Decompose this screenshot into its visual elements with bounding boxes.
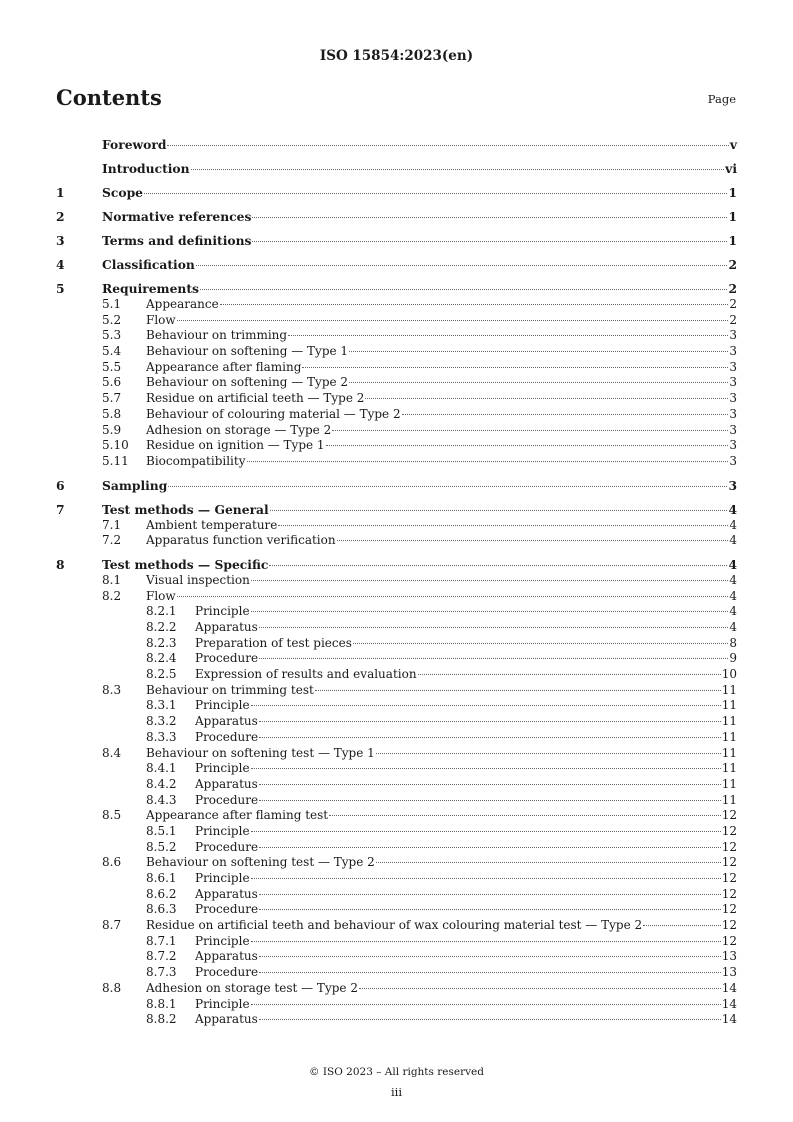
toc-entry-number: 8.8.2 <box>146 1012 177 1027</box>
toc-entry[interactable] <box>56 391 737 407</box>
toc-entry[interactable] <box>56 281 737 297</box>
dot-leader <box>168 486 727 487</box>
toc-entry-page: 11 <box>721 714 737 729</box>
dot-leader <box>288 335 728 336</box>
toc-entry-page: 11 <box>721 698 737 713</box>
toc-entry-title: Expression of results and evaluation <box>195 667 417 682</box>
toc-entry[interactable] <box>56 257 737 273</box>
toc-entry-title: Test methods — General <box>102 501 269 517</box>
toc-entry-page: 2 <box>728 257 737 272</box>
dot-leader <box>177 596 729 597</box>
toc-entry-page: 3 <box>728 477 737 493</box>
toc-entry-number: 5.6 <box>102 375 122 390</box>
toc-entry-page: 12 <box>721 855 737 870</box>
toc-entry-page: 3 <box>729 375 737 390</box>
toc-entry-page: 13 <box>721 965 737 980</box>
toc-entry[interactable] <box>56 949 737 965</box>
toc-entry-page: 12 <box>721 918 737 933</box>
dot-leader <box>376 753 721 754</box>
toc-entry-title: Procedure <box>195 729 259 744</box>
toc-entry[interactable] <box>56 855 737 871</box>
toc-entry-number: 8.7.2 <box>146 949 177 964</box>
toc-entry-page: 12 <box>721 886 737 901</box>
toc-entry-title: Adhesion on storage — Type 2 <box>146 422 332 437</box>
toc-entry[interactable] <box>56 502 737 518</box>
toc-entry-page: 4 <box>729 533 737 548</box>
toc-entry-title: Behaviour on softening test — Type 1 <box>146 745 375 760</box>
toc-entry-title: Behaviour of colouring material — Type 2 <box>146 406 401 421</box>
toc-entry-page: 3 <box>729 344 737 359</box>
dot-leader <box>270 510 728 511</box>
toc-entry-title: Principle <box>195 698 250 713</box>
toc-entry-page: 1 <box>728 233 737 248</box>
toc-entry-number: 8.2.5 <box>146 667 177 682</box>
toc-entry-title: Scope <box>102 185 143 200</box>
toc-entry[interactable] <box>56 840 737 856</box>
dot-leader <box>259 847 721 848</box>
toc-entry-number: 5.3 <box>102 328 122 343</box>
toc-entry[interactable] <box>56 777 737 793</box>
toc-entry[interactable] <box>56 746 737 762</box>
toc-entry[interactable] <box>56 667 737 683</box>
dot-leader <box>349 351 728 352</box>
toc-entry-title: Behaviour on trimming <box>146 328 288 343</box>
toc-entry[interactable] <box>56 454 737 470</box>
toc-entry-title: Terms and definitions <box>102 233 252 248</box>
toc-entry-page: 9 <box>729 651 737 666</box>
toc-entry-page: 4 <box>729 572 737 587</box>
toc-entry-number: 8.3.2 <box>146 714 177 729</box>
toc-entry[interactable] <box>56 636 737 652</box>
toc-entry-number: 3 <box>56 233 65 248</box>
toc-entry-page: 2 <box>728 281 737 296</box>
toc-entry-title: Principle <box>195 933 250 948</box>
dot-leader <box>326 445 729 446</box>
toc-entry-page: 11 <box>721 729 737 744</box>
toc-entry-number: 8.4 <box>102 745 122 760</box>
toc-entry-number: 7.2 <box>102 533 122 548</box>
toc-entry-number: 8.5 <box>102 808 122 823</box>
toc-entry-number: 5.10 <box>102 438 129 453</box>
dot-leader <box>329 815 721 816</box>
toc-entry-title: Introduction <box>102 161 190 176</box>
dot-leader <box>259 784 721 785</box>
toc-entry[interactable] <box>56 887 737 903</box>
toc-entry[interactable] <box>56 589 737 605</box>
toc-entry-number: 8 <box>56 556 65 572</box>
dot-leader <box>402 414 729 415</box>
toc-entry-page: 11 <box>721 792 737 807</box>
dot-leader <box>252 241 727 242</box>
toc-entry[interactable] <box>56 233 737 249</box>
toc-entry-page: 3 <box>729 328 737 343</box>
toc-entry-page: 11 <box>721 682 737 697</box>
toc-entry-page: 1 <box>728 185 737 200</box>
dot-leader <box>251 831 721 832</box>
toc-entry-number: 5.9 <box>102 422 122 437</box>
dot-leader <box>177 320 729 321</box>
toc-entry-number: 8.4.2 <box>146 776 177 791</box>
dot-leader <box>418 674 721 675</box>
dot-leader <box>259 721 721 722</box>
toc-entry-page: 14 <box>721 1012 737 1027</box>
toc-entry-title: Adhesion on storage test — Type 2 <box>146 980 358 995</box>
toc-entry-page: 2 <box>729 312 737 327</box>
dot-leader <box>259 894 721 895</box>
toc-entry[interactable] <box>56 981 737 997</box>
toc-entry-number: 8.5.2 <box>146 839 177 854</box>
dot-leader <box>349 382 728 383</box>
toc-entry[interactable] <box>56 730 737 746</box>
toc-entry[interactable] <box>56 313 737 329</box>
toc-entry-number: 8.6.1 <box>146 871 177 885</box>
toc-entry-number: 7 <box>56 501 65 517</box>
toc-entry-number: 8.2.1 <box>146 604 177 619</box>
toc-entry[interactable] <box>56 438 737 454</box>
toc-entry-number: 5 <box>56 281 65 296</box>
toc-entry-title: Preparation of test pieces <box>195 635 352 650</box>
toc-entry-title: Foreword <box>102 137 167 152</box>
toc-entry-page: 4 <box>728 501 737 517</box>
toc-entry-number: 8.7.3 <box>146 965 177 980</box>
toc-entry-page: 3 <box>729 391 737 406</box>
toc-entry-number: 5.4 <box>102 344 122 359</box>
toc-entry-number: 8.6.2 <box>146 886 177 901</box>
toc-entry[interactable] <box>56 573 737 589</box>
dot-leader <box>220 304 729 305</box>
toc-entry[interactable] <box>56 375 737 391</box>
table-of-contents <box>56 128 737 1028</box>
dot-leader <box>196 265 728 266</box>
dot-leader <box>252 217 727 218</box>
toc-entry[interactable] <box>56 209 737 225</box>
toc-entry[interactable] <box>56 683 737 699</box>
toc-entry[interactable] <box>56 620 737 636</box>
dot-leader <box>251 705 721 706</box>
toc-entry-page: 2 <box>729 297 737 311</box>
toc-entry-title: Flow <box>146 312 176 327</box>
toc-entry[interactable] <box>56 557 737 573</box>
toc-entry-number: 4 <box>56 257 65 272</box>
dot-leader <box>259 1019 721 1020</box>
toc-entry[interactable] <box>56 651 737 667</box>
dot-leader <box>251 1004 721 1005</box>
toc-entry-title: Apparatus function verification <box>146 533 336 548</box>
dot-leader <box>200 289 728 290</box>
toc-entry[interactable] <box>56 824 737 840</box>
toc-entry-page: 4 <box>729 604 737 619</box>
toc-entry-number: 8.7.1 <box>146 933 177 948</box>
toc-entry-page: 11 <box>721 745 737 760</box>
toc-entry-number: 8.7 <box>102 918 122 933</box>
toc-entry-page: 10 <box>721 667 737 682</box>
toc-entry-title: Normative references <box>102 209 252 224</box>
toc-entry-page: 12 <box>721 933 737 948</box>
toc-entry-title: Apparatus <box>195 949 258 964</box>
toc-entry[interactable] <box>56 965 737 981</box>
dot-leader <box>278 525 728 526</box>
dot-leader <box>332 430 728 431</box>
toc-entry[interactable] <box>56 185 737 201</box>
toc-entry-page: v <box>729 137 737 152</box>
dot-leader <box>337 540 729 541</box>
toc-entry-title: Procedure <box>195 902 259 917</box>
toc-entry-page: 4 <box>729 620 737 634</box>
toc-entry[interactable] <box>56 423 737 439</box>
page-column-label: Page <box>707 92 736 106</box>
toc-entry-number: 8.6 <box>102 855 122 870</box>
toc-entry-title: Principle <box>195 761 250 776</box>
toc-entry-title: Principle <box>195 604 250 619</box>
toc-entry-page: 4 <box>728 556 737 572</box>
toc-entry-title: Flow <box>146 588 176 603</box>
toc-entry[interactable] <box>56 297 737 313</box>
toc-entry-title: Procedure <box>195 651 259 666</box>
toc-entry-title: Residue on artificial teeth — Type 2 <box>146 391 365 406</box>
toc-entry-title: Behaviour on softening — Type 1 <box>146 344 349 359</box>
toc-entry-page: 11 <box>721 761 737 776</box>
toc-entry-title: Procedure <box>195 965 259 980</box>
toc-entry-title: Apparatus <box>195 776 258 791</box>
toc-entry-title: Procedure <box>195 792 259 807</box>
toc-entry-page: 3 <box>729 359 737 374</box>
toc-entry-number: 8.8 <box>102 980 122 995</box>
dot-leader <box>251 941 721 942</box>
toc-entry[interactable] <box>56 161 737 177</box>
copyright-footer: © ISO 2023 – All rights reserved <box>309 1066 484 1078</box>
dot-leader <box>251 878 721 879</box>
toc-entry-title: Appearance after flaming <box>146 359 302 374</box>
toc-entry-number: 7.1 <box>102 517 122 532</box>
toc-entry-title: Residue on artificial teeth and behaviour of wax colouring material test — Type 2 <box>146 918 643 933</box>
toc-entry[interactable] <box>56 714 737 730</box>
toc-entry-number: 8.4.1 <box>146 761 177 776</box>
toc-entry-page: 3 <box>729 438 737 453</box>
dot-leader <box>302 367 728 368</box>
toc-entry-title: Appearance after flaming test <box>146 808 329 823</box>
toc-entry[interactable] <box>56 407 737 423</box>
toc-entry-page: 12 <box>721 902 737 917</box>
toc-entry-number: 8.2.4 <box>146 651 177 666</box>
toc-entry-page: 12 <box>721 871 737 885</box>
toc-entry-number: 8.3 <box>102 682 122 697</box>
toc-entry-title: Behaviour on trimming test <box>146 682 314 697</box>
toc-entry-page: 14 <box>721 980 737 995</box>
toc-entry-number: 5.1 <box>102 297 122 311</box>
toc-entry-number: 8.2.3 <box>146 635 177 650</box>
dot-leader <box>259 800 721 801</box>
document-header: ISO 15854:2023(en) <box>319 48 474 64</box>
dot-leader <box>247 461 729 462</box>
toc-entry-page: 13 <box>721 949 737 964</box>
toc-entry-number: 8.6.3 <box>146 902 177 917</box>
toc-entry-number: 5.7 <box>102 391 122 406</box>
toc-entry[interactable] <box>56 871 737 887</box>
toc-entry[interactable] <box>56 328 737 344</box>
dot-leader <box>259 972 721 973</box>
toc-entry-page: 12 <box>721 823 737 838</box>
dot-leader <box>191 169 725 170</box>
toc-entry[interactable] <box>56 997 737 1013</box>
dot-leader <box>167 145 728 146</box>
toc-entry-page: 3 <box>729 406 737 421</box>
toc-entry-number: 2 <box>56 209 65 224</box>
toc-entry-number: 5.2 <box>102 312 122 327</box>
toc-entry-title: Appearance <box>146 297 219 311</box>
toc-entry[interactable] <box>56 604 737 620</box>
toc-entry[interactable] <box>56 902 737 918</box>
toc-entry-page: 12 <box>721 839 737 854</box>
dot-leader <box>251 611 729 612</box>
toc-entry-title: Principle <box>195 996 250 1011</box>
toc-entry-number: 8.3.3 <box>146 729 177 744</box>
toc-entry[interactable] <box>56 761 737 777</box>
toc-entry-title: Behaviour on softening test — Type 2 <box>146 855 375 870</box>
toc-entry-page: 8 <box>729 635 737 650</box>
toc-entry-number: 8.1 <box>102 572 122 587</box>
dot-leader <box>144 193 727 194</box>
toc-entry[interactable] <box>56 698 737 714</box>
toc-entry-title: Apparatus <box>195 886 258 901</box>
toc-entry[interactable] <box>56 808 737 824</box>
toc-entry-title: Procedure <box>195 839 259 854</box>
toc-entry-title: Principle <box>195 823 250 838</box>
toc-entry[interactable] <box>56 478 737 494</box>
toc-entry-number: 8.3.1 <box>146 698 177 713</box>
toc-entry-title: Biocompatibility <box>146 453 246 468</box>
dot-leader <box>359 988 721 989</box>
dot-leader <box>259 737 721 738</box>
dot-leader <box>315 690 721 691</box>
toc-entry-number: 5.5 <box>102 359 122 374</box>
dot-leader <box>353 643 728 644</box>
toc-entry[interactable] <box>56 518 737 534</box>
toc-entry-number: 8.4.3 <box>146 792 177 807</box>
dot-leader <box>643 925 721 926</box>
toc-entry[interactable] <box>56 344 737 360</box>
dot-leader <box>259 658 728 659</box>
toc-entry-number: 5.11 <box>102 453 129 468</box>
toc-entry-page: 3 <box>729 422 737 437</box>
toc-entry-number: 6 <box>56 477 65 493</box>
dot-leader <box>259 627 729 628</box>
page-number: iii <box>390 1085 403 1099</box>
toc-entry[interactable] <box>56 360 737 376</box>
toc-entry-title: Visual inspection <box>146 572 250 587</box>
toc-entry-page: vi <box>725 161 737 176</box>
toc-entry-page: 14 <box>721 996 737 1011</box>
toc-entry-number: 8.8.1 <box>146 996 177 1011</box>
toc-entry[interactable] <box>56 1012 737 1028</box>
toc-entry-page: 12 <box>721 808 737 823</box>
dot-leader <box>251 768 721 769</box>
toc-entry[interactable] <box>56 918 737 934</box>
toc-entry[interactable] <box>56 793 737 809</box>
toc-entry-page: 4 <box>729 588 737 603</box>
toc-entry-page: 4 <box>729 517 737 532</box>
toc-entry-title: Residue on ignition — Type 1 <box>146 438 325 453</box>
toc-entry[interactable] <box>56 137 737 153</box>
toc-entry-page: 1 <box>728 209 737 224</box>
dot-leader <box>376 862 721 863</box>
toc-entry-page: 3 <box>729 453 737 468</box>
toc-entry-title: Principle <box>195 871 250 885</box>
contents-title: Contents <box>56 85 162 110</box>
toc-entry-number: 8.2 <box>102 588 122 603</box>
toc-entry-title: Sampling <box>102 477 168 493</box>
dot-leader <box>365 398 728 399</box>
toc-entry-number: 1 <box>56 185 65 200</box>
dot-leader <box>251 580 729 581</box>
toc-entry-number: 8.2.2 <box>146 620 177 634</box>
toc-entry-title: Test methods — Specific <box>102 556 269 572</box>
toc-entry[interactable] <box>56 533 737 549</box>
toc-entry-title: Requirements <box>102 281 199 296</box>
toc-entry-title: Apparatus <box>195 1012 258 1027</box>
toc-entry[interactable] <box>56 934 737 950</box>
dot-leader <box>269 565 727 566</box>
dot-leader <box>259 909 721 910</box>
toc-entry-title: Behaviour on softening — Type 2 <box>146 375 349 390</box>
toc-entry-title: Classification <box>102 257 195 272</box>
toc-entry-title: Apparatus <box>195 714 258 729</box>
toc-entry-page: 11 <box>721 776 737 791</box>
toc-entry-number: 5.8 <box>102 406 122 421</box>
toc-entry-number: 8.5.1 <box>146 823 177 838</box>
toc-entry-title: Ambient temperature <box>146 517 278 532</box>
toc-entry-title: Apparatus <box>195 620 258 634</box>
dot-leader <box>259 956 721 957</box>
